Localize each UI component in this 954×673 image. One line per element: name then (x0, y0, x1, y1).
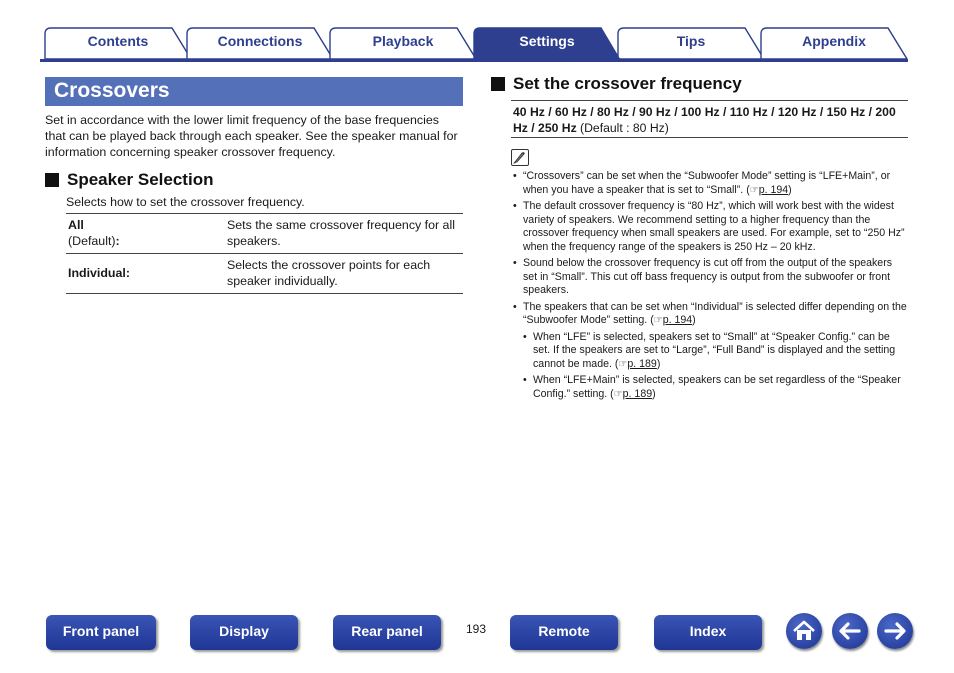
tab-settings[interactable] (473, 26, 621, 60)
tab-contents[interactable] (44, 26, 192, 60)
page-ref-link[interactable]: (☞p. 194) (650, 314, 696, 327)
tab-label: Connections (217, 33, 303, 49)
page-ref: p. 189 (627, 357, 657, 370)
page-ref-link[interactable]: (☞p. 189) (610, 387, 656, 400)
option-colon: : (115, 234, 120, 248)
button-label: Rear panel (351, 623, 423, 639)
option-name: All (68, 218, 84, 232)
button-label: Index (689, 623, 727, 639)
index-button[interactable] (654, 615, 762, 650)
heading-text: Speaker Selection (67, 170, 214, 189)
option-key (66, 254, 225, 294)
page-number: 193 (466, 622, 487, 636)
option-default-note: (Default) (68, 234, 116, 248)
note-text: Sound below the crossover frequency is cut off from the output of the speakers set in “Small”. This cut off bass frequency is output from the subwoofer or front speakers. (523, 257, 893, 297)
pointing-hand-icon: ☞ (749, 184, 759, 196)
page-ref: p. 194 (662, 314, 693, 327)
tab-label: Contents (87, 33, 149, 49)
crossover-frequency-heading (491, 74, 742, 94)
button-label: Display (219, 623, 269, 639)
tab-baseline (40, 59, 908, 62)
pointing-hand-icon: ☞ (613, 388, 623, 400)
home-button[interactable] (786, 613, 822, 649)
tab-connections[interactable] (186, 26, 334, 60)
note-text: The speakers that can be set when “Individual” is selected differ depending on the “Subwoofer Mode” setting. (523, 300, 907, 327)
button-label: Front panel (62, 623, 140, 639)
back-button[interactable] (832, 613, 868, 649)
tab-tips[interactable] (617, 26, 765, 60)
speaker-selection-desc: Selects how to set the crossover frequency. (66, 195, 305, 209)
rear-panel-button[interactable] (333, 615, 441, 650)
pencil-note-icon (511, 149, 529, 166)
notes-list (513, 170, 909, 404)
list-item (513, 257, 909, 298)
heading-text: Set the crossover frequency (513, 74, 742, 93)
intro-text: Set in accordance with the lower limit frequency of the base frequencies that can be played back through each speaker. See the speaker manual for information concerning speaker crossover frequency. (45, 113, 458, 159)
tab-label: Appendix (802, 33, 866, 49)
frequency-values: 40 Hz / 60 Hz / 80 Hz / 90 Hz / 100 Hz / 110 Hz / 120 Hz / 150 Hz / 200 Hz / 250 Hz (513, 105, 896, 135)
option-name: Individual: (68, 266, 130, 280)
section-title-bar (45, 77, 463, 106)
list-item (513, 301, 909, 328)
forward-button[interactable] (877, 613, 913, 649)
remote-button[interactable] (510, 615, 618, 650)
list-item (513, 170, 909, 197)
button-label: Remote (538, 623, 590, 639)
arrow-right-icon (877, 613, 913, 649)
note-text: When “LFE+Main” is selected, speakers can be set regardless of the “Speaker Config.” setting. (533, 374, 901, 400)
pointing-hand-icon: ☞ (618, 358, 628, 370)
display-button[interactable] (190, 615, 298, 650)
page-ref-link[interactable]: (☞p. 194) (746, 183, 792, 196)
frequency-options (513, 104, 908, 136)
divider (511, 137, 908, 138)
table-row (66, 254, 463, 294)
speaker-selection-table (66, 213, 463, 294)
option-value: Sets the same crossover frequency for all speakers. (227, 218, 455, 248)
option-key (66, 214, 225, 254)
frequency-default: (Default : 80 Hz) (576, 121, 669, 135)
square-bullet-icon (491, 77, 505, 91)
note-text: “Crossovers” can be set when the “Subwoofer Mode” setting is “LFE+Main”, or when you have a speaker that is set to “Small”. (523, 170, 891, 196)
list-item (513, 200, 909, 254)
page-ref: p. 189 (622, 387, 653, 400)
option-value: Selects the crossover points for each speaker individually. (227, 258, 431, 288)
tab-label: Settings (519, 33, 575, 49)
page-ref-link[interactable]: (☞p. 189) (614, 357, 661, 370)
note-text: The default crossover frequency is “80 Hz”, which will work best with the widest variety of speakers. We recommend setting to a higher frequency than the crossover frequency when small speakers are used. For example, set to “250 Hz” when the frequency range of the speakers is 250 Hz – 20 kHz. (523, 199, 905, 253)
speaker-selection-heading (45, 170, 213, 190)
list-item (523, 374, 909, 401)
list-item (523, 331, 909, 372)
front-panel-button[interactable] (46, 615, 156, 650)
top-tab-bar (40, 26, 908, 62)
home-icon (786, 613, 822, 649)
square-bullet-icon (45, 173, 59, 187)
note-text: When “LFE” is selected, speakers set to “Small” at “Speaker Config.” can be set. If the speakers are set to “Large”, “Full Band” is displayed and the setting cannot be made. (533, 330, 896, 370)
table-row (66, 214, 463, 254)
page-title: Crossovers (54, 79, 170, 102)
arrow-left-icon (832, 613, 868, 649)
tab-appendix[interactable] (760, 26, 908, 60)
pointing-hand-icon: ☞ (653, 315, 663, 327)
tab-playback[interactable] (329, 26, 477, 60)
tab-label: Playback (372, 33, 434, 49)
tab-label: Tips (676, 33, 706, 49)
divider (511, 100, 908, 101)
page-ref: p. 194 (758, 183, 789, 196)
